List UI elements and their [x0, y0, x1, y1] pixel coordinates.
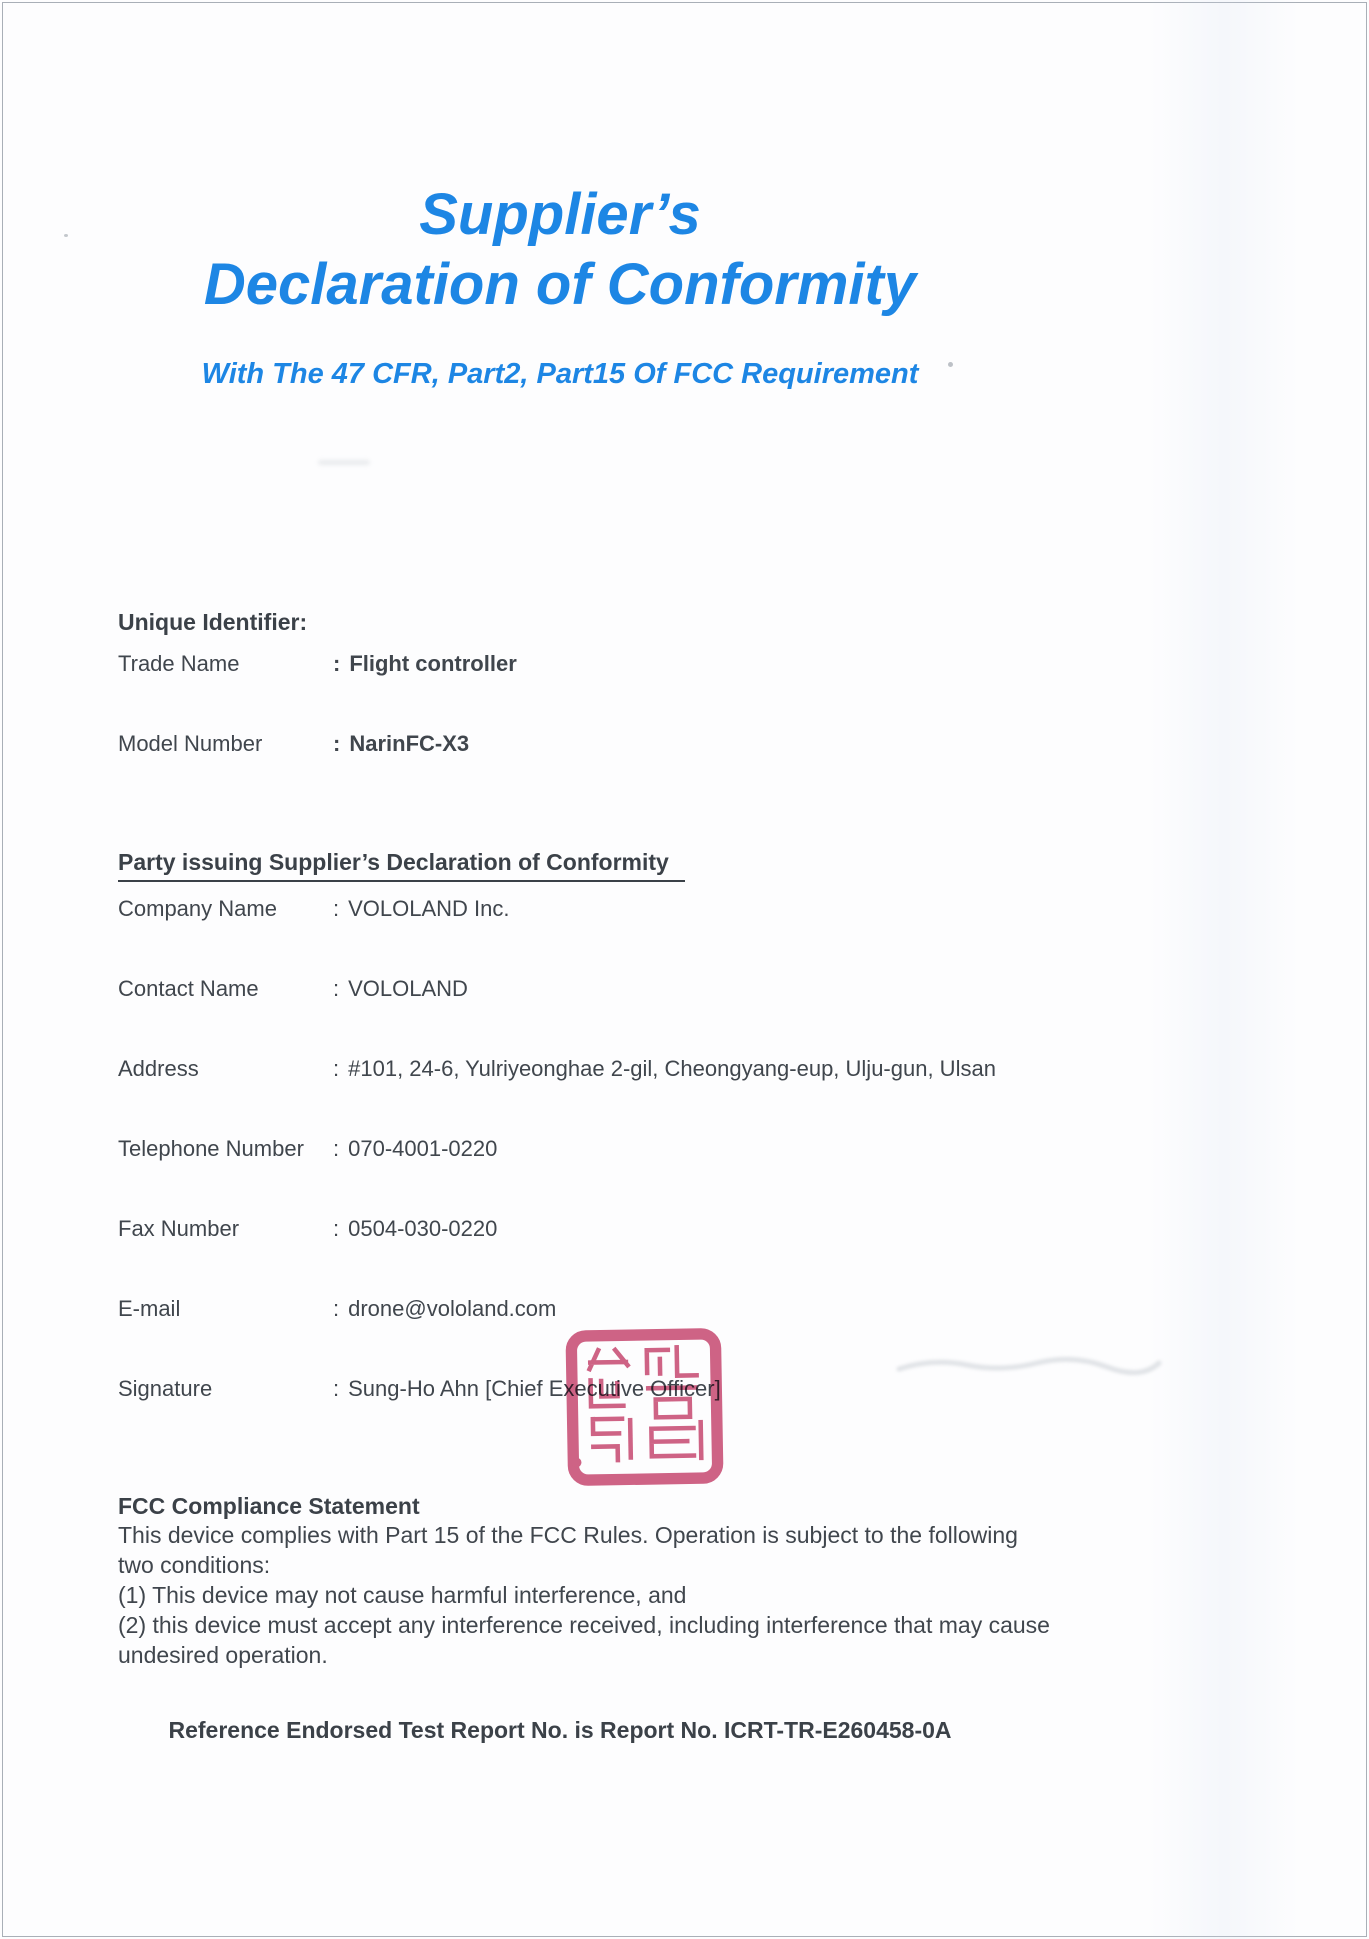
- party-rows: [118, 895, 1369, 1455]
- colon-separator: :: [333, 1136, 340, 1161]
- field-value-text: VOLOLAND: [348, 976, 468, 1001]
- fcc-statement-line: two conditions:: [118, 1552, 271, 1578]
- unique-identifier-section: [118, 608, 1369, 810]
- field-row-telephone: [118, 1135, 1369, 1215]
- scan-smear-artifact: [318, 460, 370, 465]
- field-label: Model Number: [118, 731, 263, 756]
- party-section-heading: Party issuing Supplier’s Declaration of Conformity: [118, 848, 685, 882]
- field-value: [333, 730, 1369, 757]
- field-row-address: [118, 1055, 1369, 1135]
- field-row-contact-name: [118, 975, 1369, 1055]
- field-row-signature: [118, 1375, 1369, 1455]
- field-label: Company Name: [118, 896, 277, 921]
- field-value-text: #101, 24-6, Yulriyeonghae 2-gil, Cheongyang-eup, Ulju-gun, Ulsan: [348, 1056, 996, 1081]
- colon-separator: :: [333, 1296, 340, 1321]
- field-value-text: VOLOLAND Inc.: [348, 896, 510, 921]
- field-value: [333, 975, 1369, 1002]
- colon-separator: :: [333, 976, 340, 1001]
- field-row-fax: [118, 1215, 1369, 1295]
- fcc-condition-2: (2) this device must accept any interference received, including interference that may cause: [118, 1612, 1050, 1638]
- field-row-model-number: [118, 730, 1369, 810]
- field-label: Address: [118, 1056, 199, 1081]
- field-value: [333, 1295, 1369, 1322]
- document-subtitle: With The 47 CFR, Part2, Part15 Of FCC Requirement: [201, 358, 919, 390]
- fcc-statement-line: undesired operation.: [118, 1642, 328, 1668]
- field-value-text: Sung-Ho Ahn [Chief Executive Officer]: [348, 1376, 721, 1401]
- reference-test-report-line: Reference Endorsed Test Report No. is Report No. ICRT-TR-E260458-0A: [168, 1717, 952, 1743]
- fcc-condition-1: (1) This device may not cause harmful interference, and: [118, 1582, 687, 1608]
- field-label: Contact Name: [118, 976, 259, 1001]
- field-label: Trade Name: [118, 651, 240, 676]
- title-line-2: Declaration of Conformity: [203, 252, 917, 317]
- fcc-compliance-heading: FCC Compliance Statement: [118, 1493, 420, 1519]
- colon-separator: :: [333, 731, 341, 756]
- field-value-text: 0504-030-0220: [348, 1216, 498, 1241]
- field-label: Fax Number: [118, 1216, 240, 1241]
- field-label: Signature: [118, 1376, 213, 1401]
- field-label: Telephone Number: [118, 1136, 304, 1161]
- colon-separator: :: [333, 1216, 340, 1241]
- field-row-company-name: [118, 895, 1369, 975]
- field-value: [333, 1215, 1369, 1242]
- field-row-trade-name: [118, 650, 1369, 730]
- unique-identifier-rows: [118, 650, 1369, 810]
- colon-separator: :: [333, 651, 341, 676]
- field-value: [333, 895, 1369, 922]
- field-value-text: NarinFC-X3: [349, 731, 470, 756]
- document-header: [0, 0, 1120, 390]
- field-value: [333, 1135, 1369, 1162]
- field-row-email: [118, 1295, 1369, 1375]
- colon-separator: :: [333, 1376, 340, 1401]
- field-value-text: drone@vololand.com: [348, 1296, 557, 1321]
- field-value-text: 070-4001-0220: [348, 1136, 498, 1161]
- party-section: [118, 810, 1369, 1455]
- colon-separator: :: [333, 896, 340, 921]
- field-value: [333, 650, 1369, 677]
- field-label: E-mail: [118, 1296, 181, 1321]
- colon-separator: :: [333, 1056, 340, 1081]
- title-line-1: Supplier’s: [419, 182, 701, 247]
- fcc-statement-line: This device complies with Part 15 of the FCC Rules. Operation is subject to the following: [118, 1522, 1018, 1548]
- fcc-compliance-section: [118, 1492, 1369, 1670]
- unique-identifier-heading: Unique Identifier:: [118, 609, 308, 635]
- field-value: [333, 1375, 1369, 1402]
- field-value-text: Flight controller: [349, 651, 517, 676]
- field-value: [333, 1055, 1369, 1082]
